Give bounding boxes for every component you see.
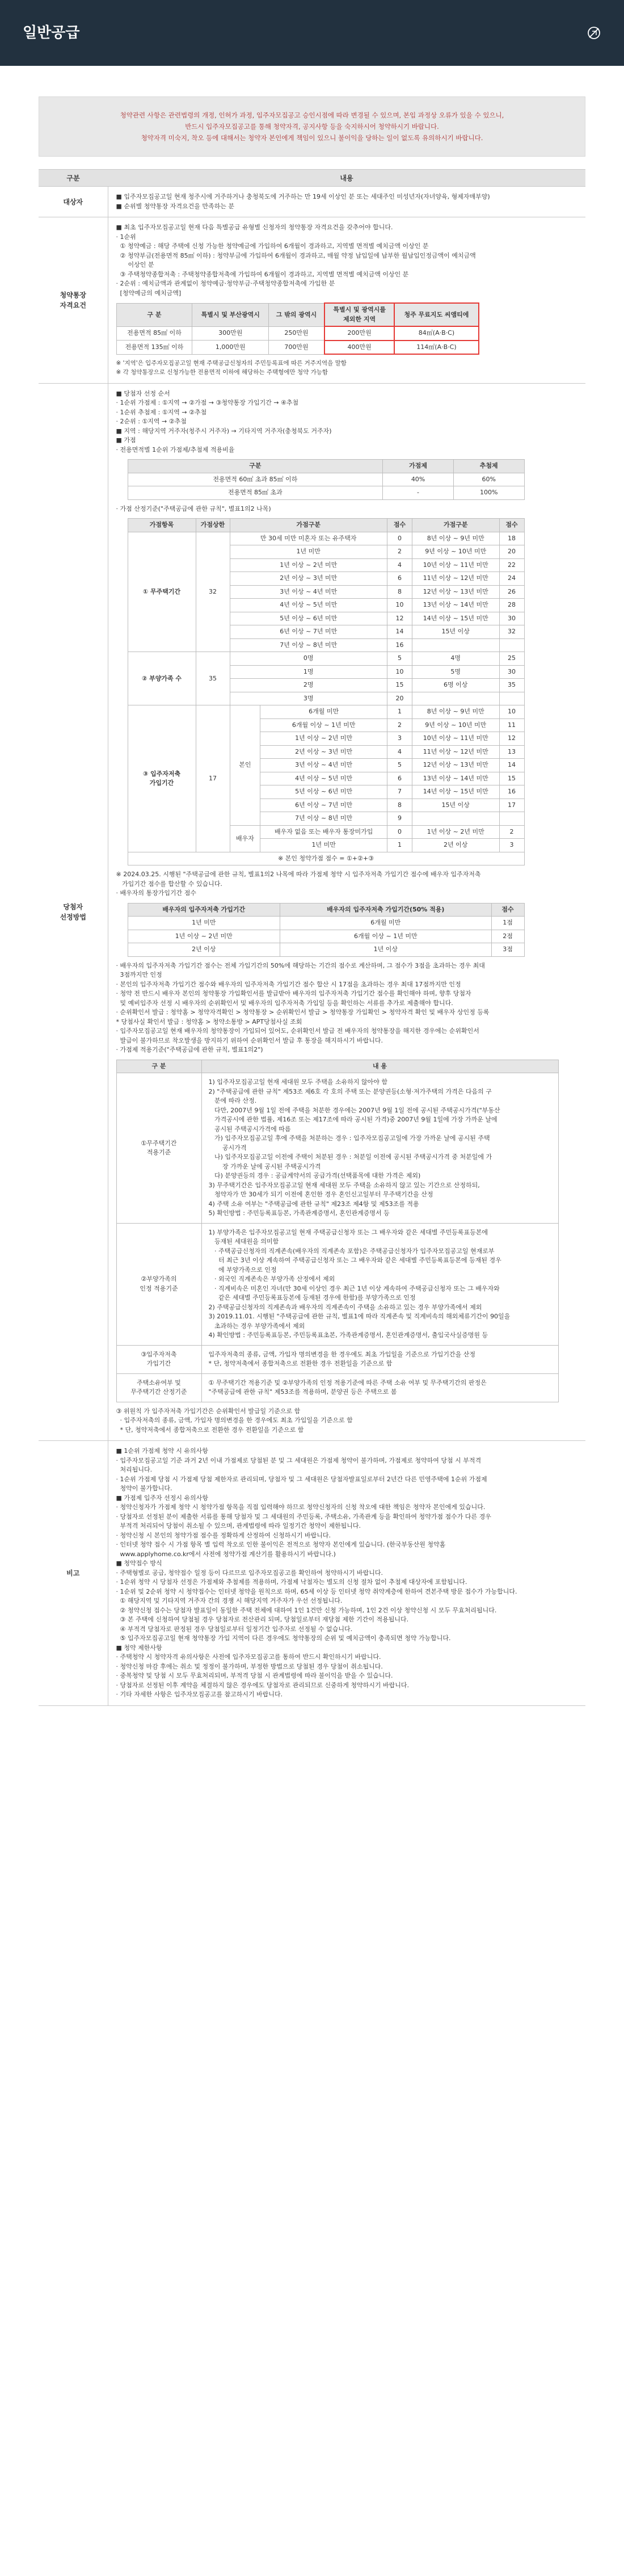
text-line: 등재된 세대원을 의미함	[208, 1238, 279, 1246]
deposit-cell: 200만원	[324, 326, 394, 341]
text-line: 청약자가 만 30세가 되기 이전에 혼인한 경우 혼인신고일부터 무주택기간을 산정	[208, 1191, 433, 1199]
spouse-cell: 1년 이상	[280, 943, 492, 957]
score-cell: 2년 이상 ~ 3년 미만	[260, 745, 387, 759]
score-cell: 17	[499, 799, 524, 812]
score-cell: 6	[387, 772, 412, 785]
text-line: · 당첨자로 선정된 분이 제출한 서류를 통해 당첨자 및 그 세대원의 주민등록, 주택소유, 가족관계 등을 확인하여 청약가점 점수가 다른 경우	[116, 1512, 491, 1520]
text-line: · 주택공급신청자의 직계존속(배우자의 직계존속 포함)은 주택공급신청자가 입주자모집공고일 현재로부	[208, 1247, 495, 1255]
text-line: · 기타 자세한 사항은 입주자모집공고를 참고하시기 바랍니다.	[116, 1691, 283, 1699]
score-cell: 14년 이상 ~ 15년 미만	[412, 612, 499, 625]
text-line: * 단, 청약저축에서 종합저축으로 전환한 경우 전환일을 기준으로 함	[208, 1360, 393, 1368]
text-line: · 1순위 가점제 : ①지역 → ②가점 → ③청약통장 가입기간 → ④추첨	[116, 399, 299, 407]
score-cell: 9년 이상 ~ 10년 미만	[412, 545, 499, 559]
text-line: ② 청약신청 접수는 당첨자 발표일이 동일한 주택 전체에 대하여 1인 1건만 신청 가능하며, 1인 2건 이상 청약신청 시 모두 무효처리됩니다.	[116, 1606, 497, 1614]
text-line: 터 최근 3년 이상 계속하여 주택공급신청자 또는 그 배우자와 같은 세대별 주민등록표등본에 등재된 경우	[208, 1257, 501, 1264]
score-cell: 26	[499, 585, 524, 599]
score-cell: 7년 이상 ~ 8년 미만	[230, 638, 387, 652]
page-header	[0, 0, 624, 66]
score-cell: 6개월 미만	[260, 705, 387, 719]
score-group-label: ① 무주택기간	[128, 532, 196, 652]
text-line: 및 예비입주자 선정 시 배우자의 순위확인서 및 배우자의 입주자저축 가입일 등을 확인하는 서류를 추가로 제출해야 합니다.	[116, 999, 453, 1007]
text-line: ■ 가점제 입주자 선정시 유의사항	[116, 1494, 209, 1502]
score-header: 가점구분	[412, 519, 499, 532]
score-cell: 1년 이상 ~ 2년 미만	[412, 825, 499, 839]
ratio-cell: 100%	[453, 486, 524, 500]
score-group-label: ② 부양가족 수	[128, 652, 196, 705]
score-cell: 6년 이상 ~ 7년 미만	[230, 625, 387, 639]
text-line: ■ 순위별 청약통장 자격요건을 만족하는 분	[116, 202, 235, 210]
score-group-max: 17	[196, 705, 230, 852]
ratio-row	[128, 473, 524, 486]
score-group-max: 32	[196, 532, 230, 652]
text-line: · 1순위 청약 시 당첨자 선정은 가점제와 추첨제를 적용하며, 가점제 낙첨자는 별도의 신청 절차 없이 추첨제 대상자에 포함됩니다.	[116, 1578, 467, 1586]
score-cell: 6명 이상	[412, 679, 499, 692]
text-line: · 청약 전 반드시 배우자 본인의 청약통장 가입확인서를 발급받아 배우자의 입주자저축 가입기간 점수를 확인해야 하며, 향후 당첨자	[116, 990, 471, 998]
row-account-requirement	[39, 217, 585, 384]
deposit-cell: 300만원	[192, 326, 269, 341]
spouse-row	[128, 943, 524, 957]
score-cell: 0명	[230, 652, 387, 666]
score-cell: 4명	[412, 652, 499, 666]
criteria-header: 내 용	[201, 1060, 558, 1073]
score-cell: 20	[387, 692, 412, 705]
score-cell: 15년 이상	[412, 799, 499, 812]
criteria-content	[201, 1345, 558, 1373]
section-content	[108, 217, 585, 384]
deposit-header: 특별시 및 부산광역시	[192, 303, 269, 326]
text-line: · 인터넷 청약 접수 시 가점 항목 별 입력 착오로 인한 불이익은 전적으로 청약자 본인에게 있습니다. (한국부동산원 청약홈	[116, 1541, 446, 1549]
score-cell: 4	[387, 745, 412, 759]
text-line: ■ 가점	[116, 436, 136, 444]
deposit-header-highlight: 청주 무료지도 씨앰티에	[394, 303, 478, 326]
score-cell: 2년 이상	[412, 839, 499, 852]
text-line: 초과하는 경우 부양가족에서 제외	[208, 1322, 305, 1330]
spouse-cell: 1점	[491, 917, 524, 930]
criteria-label: ②부양가족의 인정 적용기준	[116, 1223, 201, 1345]
score-cell: 1년 이상 ~ 2년 미만	[230, 558, 387, 572]
notice-box	[39, 96, 585, 157]
text-line: · 청약신청자가 가점제 청약 시 청약가점 항목을 직접 입력해야 하므로 청약신청자의 신청 착오에 대한 책임은 청약자 본인에게 있습니다.	[116, 1503, 486, 1511]
text-line: 처리됩니다.	[116, 1466, 153, 1474]
deposit-row	[116, 326, 479, 341]
score-cell: 0	[387, 532, 412, 545]
text-line: · 입주자저축의 종류, 금액, 가입자 명의변경을 한 경우에도 최초 가입일을 기준으로 함	[116, 1417, 353, 1424]
text-line: 에 부양가족으로 인정	[208, 1266, 277, 1274]
score-cell: 1년 이상 ~ 2년 미만	[260, 732, 387, 746]
score-cell: 4년 이상 ~ 5년 미만	[260, 772, 387, 785]
text-line: 가입기간 점수를 합산할 수 있습니다.	[116, 880, 222, 888]
text-line: ■ 지역 : 해당지역 거주자(청주시 거주자) → 기타지역 거주자(충청북도 거주자)	[116, 427, 332, 435]
score-cell: 10년 이상 ~ 11년 미만	[412, 558, 499, 572]
text-line: · 외국인 직계존속은 부양가족 산정에서 제외	[208, 1275, 335, 1283]
text-block	[116, 1407, 578, 1435]
text-line: · 배우자의 통장가입기간 점수	[116, 889, 196, 897]
text-block	[116, 870, 578, 898]
score-cell: 11년 이상 ~ 12년 미만	[412, 745, 499, 759]
spouse-header: 점수	[491, 903, 524, 917]
score-cell: 1	[387, 705, 412, 719]
ratio-row	[128, 486, 524, 500]
ratio-header: 추첨제	[453, 460, 524, 473]
criteria-row	[116, 1223, 558, 1345]
score-cell: 15	[499, 772, 524, 785]
criteria-label: ①무주택기간 적용기준	[116, 1073, 201, 1224]
text-line: 2) "주택공급에 관한 규칙" 제53조 제6호 각 호의 주택 또는 분양권등(소형·저가주택의 가격은 다음의 구	[208, 1087, 492, 1095]
score-cell: 3	[387, 732, 412, 746]
text-line: 공시된 주택공시가격에 따름	[208, 1125, 291, 1133]
score-header: 점수	[387, 519, 412, 532]
text-line: · 본인의 입주자저축 가입기간 점수와 배우자의 입주자저축 가입기간 점수 합산 시 17점을 초과하는 경우 최대 17점까지만 인정	[116, 980, 461, 988]
score-cell: 9	[387, 812, 412, 826]
score-cell: 35	[499, 679, 524, 692]
text-line: ① 해당지역 및 기타지역 거주자 간의 경쟁 시 해당지역 거주자가 우선 선정됩니다.	[116, 1597, 343, 1605]
category-label: 청약통장 자격요건	[39, 217, 108, 384]
text-line: ⑤ 입주자모집공고일 현재 청약통장 가입 지역이 다른 경우에도 청약통장의 순위 및 예치금액이 충족되면 청약 가능합니다.	[116, 1634, 451, 1642]
text-line: 공시가격	[208, 1144, 247, 1152]
score-header: 가점상한	[196, 519, 230, 532]
spouse-cell: 2년 이상	[128, 943, 280, 957]
score-cell: 22	[499, 558, 524, 572]
score-subgroup: 배우자	[230, 825, 260, 852]
score-cell: 3명	[230, 692, 387, 705]
score-row	[128, 532, 524, 545]
score-cell: 2	[387, 545, 412, 559]
score-cell: 2명	[230, 679, 387, 692]
score-group-max: 35	[196, 652, 230, 705]
score-cell: 30	[499, 665, 524, 679]
score-cell: 2년 이상 ~ 3년 미만	[230, 572, 387, 586]
score-cell: 5	[387, 652, 412, 666]
deposit-table	[116, 302, 479, 355]
score-cell: 16	[387, 638, 412, 652]
score-cell: 12	[499, 732, 524, 746]
score-cell: 20	[499, 545, 524, 559]
text-line: ■ 청약 제한사항	[116, 1644, 162, 1652]
score-cell: 만 30세 미만 미혼자 또는 유주택자	[230, 532, 387, 545]
section-content	[108, 1441, 585, 1706]
text-line: * 단, 청약저축에서 종합저축으로 전환한 경우 전환일을 기준으로 함	[116, 1426, 304, 1434]
score-cell: 1	[387, 839, 412, 852]
score-cell: 8년 이상 ~ 9년 미만	[412, 705, 499, 719]
score-cell: 3년 이상 ~ 4년 미만	[260, 759, 387, 772]
text-line: · 배우자의 입주자저축 가입기간 점수는 전체 가입기간의 50%에 해당하는 기간의 점수로 계산하며, 그 점수가 3점을 초과하는 경우 최대	[116, 961, 485, 969]
text-line: · 2순위 : 예치금액과 관계없이 청약예금·청약부금·주택청약종합저축에 가입한 분	[116, 280, 335, 288]
page-title: 일반공급	[23, 24, 80, 41]
text-line: 장 가까운 날에 공시된 주택공시가격	[208, 1162, 321, 1170]
notice-line: 반드시 입주자모집공고를 통해 청약자격, 공지사항 등을 숙지하시어 청약하시기 바랍니다.	[185, 123, 439, 131]
text-line: ① 무주택기간 적용기준 및 ②부양가족의 인정 적용기준에 따른 주택 소유 여부 및 무주택기간의 판정은	[208, 1379, 487, 1386]
deposit-cell: 700만원	[269, 341, 324, 355]
score-header: 가점항목	[128, 519, 196, 532]
spouse-table	[128, 903, 525, 957]
supply-table	[39, 169, 585, 1706]
score-cell: 9년 이상 ~ 10년 미만	[412, 718, 499, 732]
col-header-category: 구분	[39, 170, 108, 187]
text-line: 다) 분양권등의 경우 : 공급계약서의 공급가격(선택품목에 대한 가격은 제외)	[208, 1172, 421, 1180]
text-line: * 당첨사실 확인서 발급 : 청약홈 > 청약소통방 > APT당첨사실 조회	[116, 1018, 302, 1026]
ratio-cell: -	[383, 486, 454, 500]
score-subgroup: 본인	[230, 705, 260, 826]
score-cell: 10	[499, 705, 524, 719]
score-cell: 배우자 없음 또는 배우자 통장미가입	[260, 825, 387, 839]
text-line: · 청약신청 시 본인의 청약가점 점수를 정확하게 산정하여 신청하시기 바랍니다.	[116, 1531, 331, 1539]
text-line: · 입주자모집공고일 기준 과거 2년 이내 가점제로 당첨된 분 및 그 세대원은 가점제 청약이 불가하며, 가점제로 청약하여 당첨 시 부적격	[116, 1456, 482, 1464]
score-cell: 6	[387, 572, 412, 586]
text-line: ■ 당첨자 선정 순서	[116, 389, 170, 397]
spouse-cell: 6개월 이상 ~ 1년 미만	[280, 930, 492, 943]
text-line: · 1순위	[116, 233, 136, 241]
deposit-cell: 400만원	[324, 341, 394, 355]
text-line: 1) 입주자모집공고일 현재 세대원 모두 주택을 소유하지 않아야 함	[208, 1078, 388, 1086]
score-cell: 10년 이상 ~ 11년 미만	[412, 732, 499, 746]
score-cell: 4	[387, 558, 412, 572]
text-line: ■ 최초 입주자모집공고일 현재 다음 특별공급 유형별 신청자의 청약통장 자격요건을 갖추어야 합니다.	[116, 224, 393, 232]
text-line: 5) 확인방법 : 주민등록표등본, 가족관계증명서, 혼인관계증명서 등	[208, 1209, 390, 1217]
score-cell: 8년 이상 ~ 9년 미만	[412, 532, 499, 545]
row-eligible	[39, 187, 585, 217]
score-header: 가점구분	[230, 519, 387, 532]
section-content	[108, 187, 585, 217]
score-cell: 11	[499, 718, 524, 732]
score-cell: 7	[387, 785, 412, 799]
text-line: ※ 2024.03.25. 시행된 "주택공급에 관한 규칙, 별표1의2 나목에 따라 가점제 청약 시 입주자저축 가입기간 점수에 배우자 입주자저축	[116, 871, 481, 879]
text-line: 이상인 분	[116, 261, 154, 269]
score-cell	[499, 638, 524, 652]
notice-line: 청약자격 미숙지, 착오 등에 대해서는 청약자 본인에게 책임이 있으니 불이익을 당하는 일이 없도록 유의하시기 바랍니다.	[141, 134, 483, 142]
note-line: ※ 각 청약통장으로 신청가능한 전용면적 이하에 해당하는 주택형에만 청약 가능함	[116, 369, 328, 376]
criteria-content	[201, 1223, 558, 1345]
text-line: ■ 청약접수 방식	[116, 1560, 162, 1568]
text-line: · 1순위 추첨제 : ①지역 → ②추첨	[116, 408, 207, 416]
text-line: · 가점제 적용기준("주택공급에 관한 규칙, 별표1의2")	[116, 1046, 263, 1054]
score-cell: 14	[499, 759, 524, 772]
text-line: 4) 주택 소유 여부는 "주택공급에 관한 규칙" 제23조 제4항 및 제53조를 적용	[208, 1200, 419, 1208]
ratio-cell: 전용면적 85㎡ 초과	[128, 486, 383, 500]
criteria-row	[116, 1345, 558, 1373]
text-line: www.applyhome.co.kr에서 사전에 청약가점 계산기를 활용하시기 바랍니다.)	[116, 1550, 336, 1558]
text-line: · 1순위 및 2순위 청약 시 청약접수는 인터넷 청약을 원칙으로 하며, 65세 이상 등 인터넷 청약 취약계층에 한하여 견본주택 방문 접수가 가능합니다.	[116, 1587, 517, 1595]
text-line: 3) 2019.11.01. 시행된 "주택공급에 관한 규칙, 별표1에 따라 직계존속 및 직계비속의 해외체류기간이 90일을	[208, 1313, 511, 1321]
score-row	[128, 652, 524, 666]
text-line: 같은 세대별 주민등록표등본에 등재된 경우에 한함)를 부양가족으로 인정	[208, 1294, 416, 1302]
score-cell: 13년 이상 ~ 14년 미만	[412, 772, 499, 785]
spouse-cell: 1년 이상 ~ 2년 미만	[128, 930, 280, 943]
score-group-label: ③ 입주자저축 가입기간	[128, 705, 196, 852]
text-line: 1) 부양가족은 입주자모집공고일 현재 주택공급신청자 또는 그 배우자와 같은 세대별 주민등록표등본에	[208, 1228, 488, 1236]
score-cell	[412, 812, 499, 826]
ratio-cell: 60%	[453, 473, 524, 486]
deposit-cell: 전용면적 85㎡ 이하	[116, 326, 192, 341]
score-cell: 12년 이상 ~ 13년 미만	[412, 585, 499, 599]
ratio-cell: 40%	[383, 473, 454, 486]
text-line: ③ 본 주택에 신청하여 당첨될 경우 당첨자로 전산관리 되며, 당첨일로부터 재당첨 제한 기간이 적용됩니다.	[116, 1616, 409, 1624]
score-cell: 10	[387, 599, 412, 612]
text-line: · 순위확인서 발급 : 청약홈 > 청약자격확인 > 청약통장 > 순위확인서 발급 > 청약통장 가입확인 > 청약자격 확인 및 배우자 상인정 등록	[116, 1008, 490, 1016]
text-line: 4) 확인방법 : 주민등록표등본, 주민등록표초본, 가족관계증명서, 혼인관계증명서, 출입국사실증명원 등	[208, 1331, 488, 1339]
text-line: · 2순위 : ①지역 → ②추첨	[116, 418, 187, 426]
text-line: · 주택형별로 공급, 청약접수 일정 등이 다르므로 입주자모집공고를 확인하여 청약하시기 바랍니다.	[116, 1569, 383, 1577]
score-cell: 12	[387, 612, 412, 625]
score-cell: 8	[387, 585, 412, 599]
text-line: · 중복청약 및 당첨 시 모두 무효처리되며, 부적격 당첨 시 관계법령에 따라 불이익을 받을 수 있습니다.	[116, 1672, 393, 1680]
text-line: 나) 입주자모집공고일 이전에 주택이 처분된 경우 : 처분일 이전에 공시된 주택공시가격 중 처분일에 가	[208, 1153, 492, 1161]
text-block	[116, 961, 578, 1055]
criteria-table	[116, 1060, 559, 1402]
score-cell: 32	[499, 625, 524, 639]
text-block	[116, 1447, 578, 1700]
score-cell: 13년 이상 ~ 14년 미만	[412, 599, 499, 612]
text-line: 2) 주택공급신청자의 직계존속과 배우자의 직계존속이 주택을 소유하고 있는 경우 부양가족에서 제외	[208, 1303, 482, 1311]
score-cell: 16	[499, 785, 524, 799]
criteria-row	[116, 1373, 558, 1402]
text-line: 다만, 2007년 9월 1일 전에 주택을 처분한 경우에는 2007년 9월 1일 전에 공시된 주택공시가격("부동산	[208, 1106, 500, 1114]
text-line: ③ 위원칙 가 입주자저축 가입기간은 순위확인서 발급일 기준으로 함	[116, 1407, 301, 1415]
text-block	[116, 389, 578, 455]
text-line: 가격공시에 관한 법률, 제16조 또는 제17조에 따라 공시된 가격)중 2007년 9월 1일에 가장 가까운 날에	[208, 1116, 497, 1124]
deposit-cell: 114㎡(A·B·C)	[394, 341, 478, 355]
ratio-cell: 전용면적 60㎡ 초과 85㎡ 이하	[128, 473, 383, 486]
criteria-label: 주택소유여부 및 무주택기간 산정기준	[116, 1373, 201, 1402]
score-cell: 5	[387, 759, 412, 772]
criteria-row	[116, 1073, 558, 1224]
text-line: · 1순위 가점제 당첨 시 가점제 당첨 제한자로 관리되며, 당첨자 및 그 세대원은 당첨자발표일로부터 2년간 다른 민영주택에 1순위 가점제	[116, 1475, 487, 1483]
deposit-cell: 전용면적 135㎡ 이하	[116, 341, 192, 355]
score-table	[128, 518, 525, 865]
deposit-cell: 1,000만원	[192, 341, 269, 355]
ratio-table	[128, 459, 525, 500]
spouse-header: 배우자의 입주자저축 가입기간(50% 적용)	[280, 903, 492, 917]
criteria-header: 구 분	[116, 1060, 201, 1073]
text-block	[116, 223, 578, 298]
score-cell	[412, 692, 499, 705]
score-cell: 13	[499, 745, 524, 759]
category-label: 비고	[39, 1441, 108, 1706]
deposit-header-highlight: 특별시 및 광역시를 제외한 지역	[324, 303, 394, 326]
score-cell: 6년 이상 ~ 7년 미만	[260, 799, 387, 812]
text-line: 부적격 처리되어 당첨이 취소될 수 있으며, 관계법령에 따라 일정기간 청약이 제한됩니다.	[116, 1522, 361, 1530]
spouse-cell: 3점	[491, 943, 524, 957]
score-cell: 3년 이상 ~ 4년 미만	[230, 585, 387, 599]
text-line: · 입주자모집공고일 현재 배우자의 청약통장이 가입되어 있어도, 순위확인서 발급 전 배우자의 청약통장을 해지한 경우에는 순위확인서	[116, 1027, 479, 1035]
score-cell: 2	[387, 718, 412, 732]
score-cell: 6개월 이상 ~ 1년 미만	[260, 718, 387, 732]
score-cell: 10	[387, 665, 412, 679]
ratio-header: 가점제	[383, 460, 454, 473]
text-line: [청약예금의 예치금액]	[116, 289, 182, 297]
notice-line: 청약관련 사항은 관련법령의 개정, 인허가 과정, 입주자모집공고 승인시점에 따라 변경될 수 있으며, 본입 과정상 오류가 있을 수 있으니,	[120, 111, 504, 119]
deposit-cell: 250만원	[269, 326, 324, 341]
category-label: 당첨자 선정방법	[39, 383, 108, 1441]
score-cell: 1년 미만	[260, 839, 387, 852]
text-line: ■ 1순위 가점제 청약 시 유의사항	[116, 1447, 208, 1455]
row-selection-method	[39, 383, 585, 1441]
text-line: 분에 따라 산정.	[208, 1097, 257, 1105]
score-cell: 7년 이상 ~ 8년 미만	[260, 812, 387, 826]
text-line: ■ 입주자모집공고일 현재 청주시에 거주하거나 충청북도에 거주하는 만 19세 이상인 분 또는 세대주인 미성년자(자녀양육, 형제자매부양)	[116, 193, 490, 201]
score-cell: 5년 이상 ~ 6년 미만	[230, 612, 387, 625]
spouse-cell: 2점	[491, 930, 524, 943]
deposit-cell: 84㎡(A·B·C)	[394, 326, 478, 341]
score-cell: 24	[499, 572, 524, 586]
text-line: "주택공급에 관한 규칙" 제53조를 적용하며, 분양권 등은 주택으로 봄	[208, 1388, 397, 1396]
text-line: · 당첨자로 선정된 이후 계약을 체결하지 않은 경우에도 당첨자로 관리되므로 신중하게 청약하시기 바랍니다.	[116, 1681, 409, 1689]
spouse-row	[128, 917, 524, 930]
text-line: 3) 무주택기간은 입주자모집공고일 현재 세대원 모두 주택을 소유하지 않고 있는 기간으로 산정하되,	[208, 1181, 480, 1189]
score-cell: 2	[499, 825, 524, 839]
spouse-cell: 1년 미만	[128, 917, 280, 930]
score-cell: 14년 이상 ~ 15년 미만	[412, 785, 499, 799]
text-line: 가) 입주자모집공고일 후에 주택을 처분하는 경우 : 입주자모집공고일에 가장 가까운 날에 공시된 주택	[208, 1134, 490, 1142]
section-content	[108, 383, 585, 1441]
criteria-content	[201, 1373, 558, 1402]
criteria-label: ③입주자저축 가입기간	[116, 1345, 201, 1373]
ratio-header: 구분	[128, 460, 383, 473]
score-cell: 4년 이상 ~ 5년 미만	[230, 599, 387, 612]
score-cell: 30	[499, 612, 524, 625]
score-cell: 1명	[230, 665, 387, 679]
deposit-header: 그 밖의 광역시	[269, 303, 324, 326]
score-total-row	[128, 852, 524, 865]
category-label: 대상자	[39, 187, 108, 217]
score-row	[128, 705, 524, 719]
score-cell: 8	[387, 799, 412, 812]
text-line: ① 청약예금 : 해당 주택에 신청 가능한 청약예금에 가입하여 6개월이 경과하고, 지역별 면적별 예치금액 이상인 분	[116, 242, 429, 250]
score-cell: 18	[499, 532, 524, 545]
score-cell	[499, 692, 524, 705]
note-line: ※ '지역'은 입주자모집공고일 현재 주택공급신청자의 주민등록표에 따른 거주지역을 말함	[116, 360, 347, 367]
score-cell: 0	[387, 825, 412, 839]
text-line: · 청약신청 마감 후에는 취소 및 정정이 불가하며, 부정한 방법으로 당첨된 경우 당첨이 취소됩니다.	[116, 1662, 383, 1670]
score-cell: 15	[387, 679, 412, 692]
text-line: · 주택청약 시 청약자격 유의사항은 사전에 입주자모집공고를 통하여 반드시 확인하시기 바랍니다.	[116, 1653, 381, 1661]
score-cell: 11년 이상 ~ 12년 미만	[412, 572, 499, 586]
score-cell: 25	[499, 652, 524, 666]
text-line: · 가점 산정기준("주택공급에 관한 규칙", 별표1의2 나목)	[116, 505, 271, 512]
spouse-cell: 6개월 미만	[280, 917, 492, 930]
spouse-header: 배우자의 입주자저축 가입기간	[128, 903, 280, 917]
score-header: 점수	[499, 519, 524, 532]
no-copy-icon[interactable]	[587, 26, 601, 40]
text-line: 입주자저축의 종류, 금액, 가입자 명의변경을 한 경우에도 최초 가입일을 기준으로 가입기간을 산정	[208, 1350, 475, 1358]
spouse-row	[128, 930, 524, 943]
score-cell: 28	[499, 599, 524, 612]
score-cell: 15년 이상	[412, 625, 499, 639]
score-cell: 3	[499, 839, 524, 852]
col-header-content: 내용	[108, 170, 585, 187]
score-cell: 5명	[412, 665, 499, 679]
deposit-row	[116, 341, 479, 355]
score-cell: 5년 이상 ~ 6년 미만	[260, 785, 387, 799]
score-cell	[412, 638, 499, 652]
text-line: · 전용면적별 1순위 가점제/추첨제 적용비율	[116, 446, 235, 453]
row-remarks	[39, 1441, 585, 1706]
text-line: 발급이 불가하므로 착오발생을 방지하기 위하여 순위확인서 발급 후 통장을 해지하시기 바랍니다.	[116, 1036, 383, 1044]
score-cell: 14	[387, 625, 412, 639]
text-line: ④ 부적격 당첨자로 판정된 경우 당첨일로부터 일정기간 입주자로 선정될 수 없습니다.	[116, 1625, 353, 1633]
score-cell	[499, 812, 524, 826]
text-line: ③ 주택청약종합저축 : 주택청약종합저축에 가입하여 6개월이 경과하고, 지역별 면적별 예치금액 이상인 분	[116, 270, 409, 278]
text-line: 3점까지만 인정	[116, 971, 162, 979]
criteria-content	[201, 1073, 558, 1224]
text-line: 청약이 불가합니다.	[116, 1485, 172, 1493]
score-cell: 12년 이상 ~ 13년 미만	[412, 759, 499, 772]
score-total: ※ 본인 청약가점 점수 = ①+②+③	[128, 852, 524, 865]
text-line: ② 청약부금(전용면적 85㎡ 이하) : 청약부금에 가입하여 6개월이 경과하고, 매월 약정 납입일에 납부한 월납입인정금액이 예치금액	[116, 251, 476, 259]
score-cell: 1년 미만	[230, 545, 387, 559]
text-line: · 직계비속은 미혼인 자녀(만 30세 이상인 경우 최근 1년 이상 계속하여 주택공급신청자 또는 그 배우자와	[208, 1284, 500, 1292]
deposit-header: 구 분	[116, 303, 192, 326]
